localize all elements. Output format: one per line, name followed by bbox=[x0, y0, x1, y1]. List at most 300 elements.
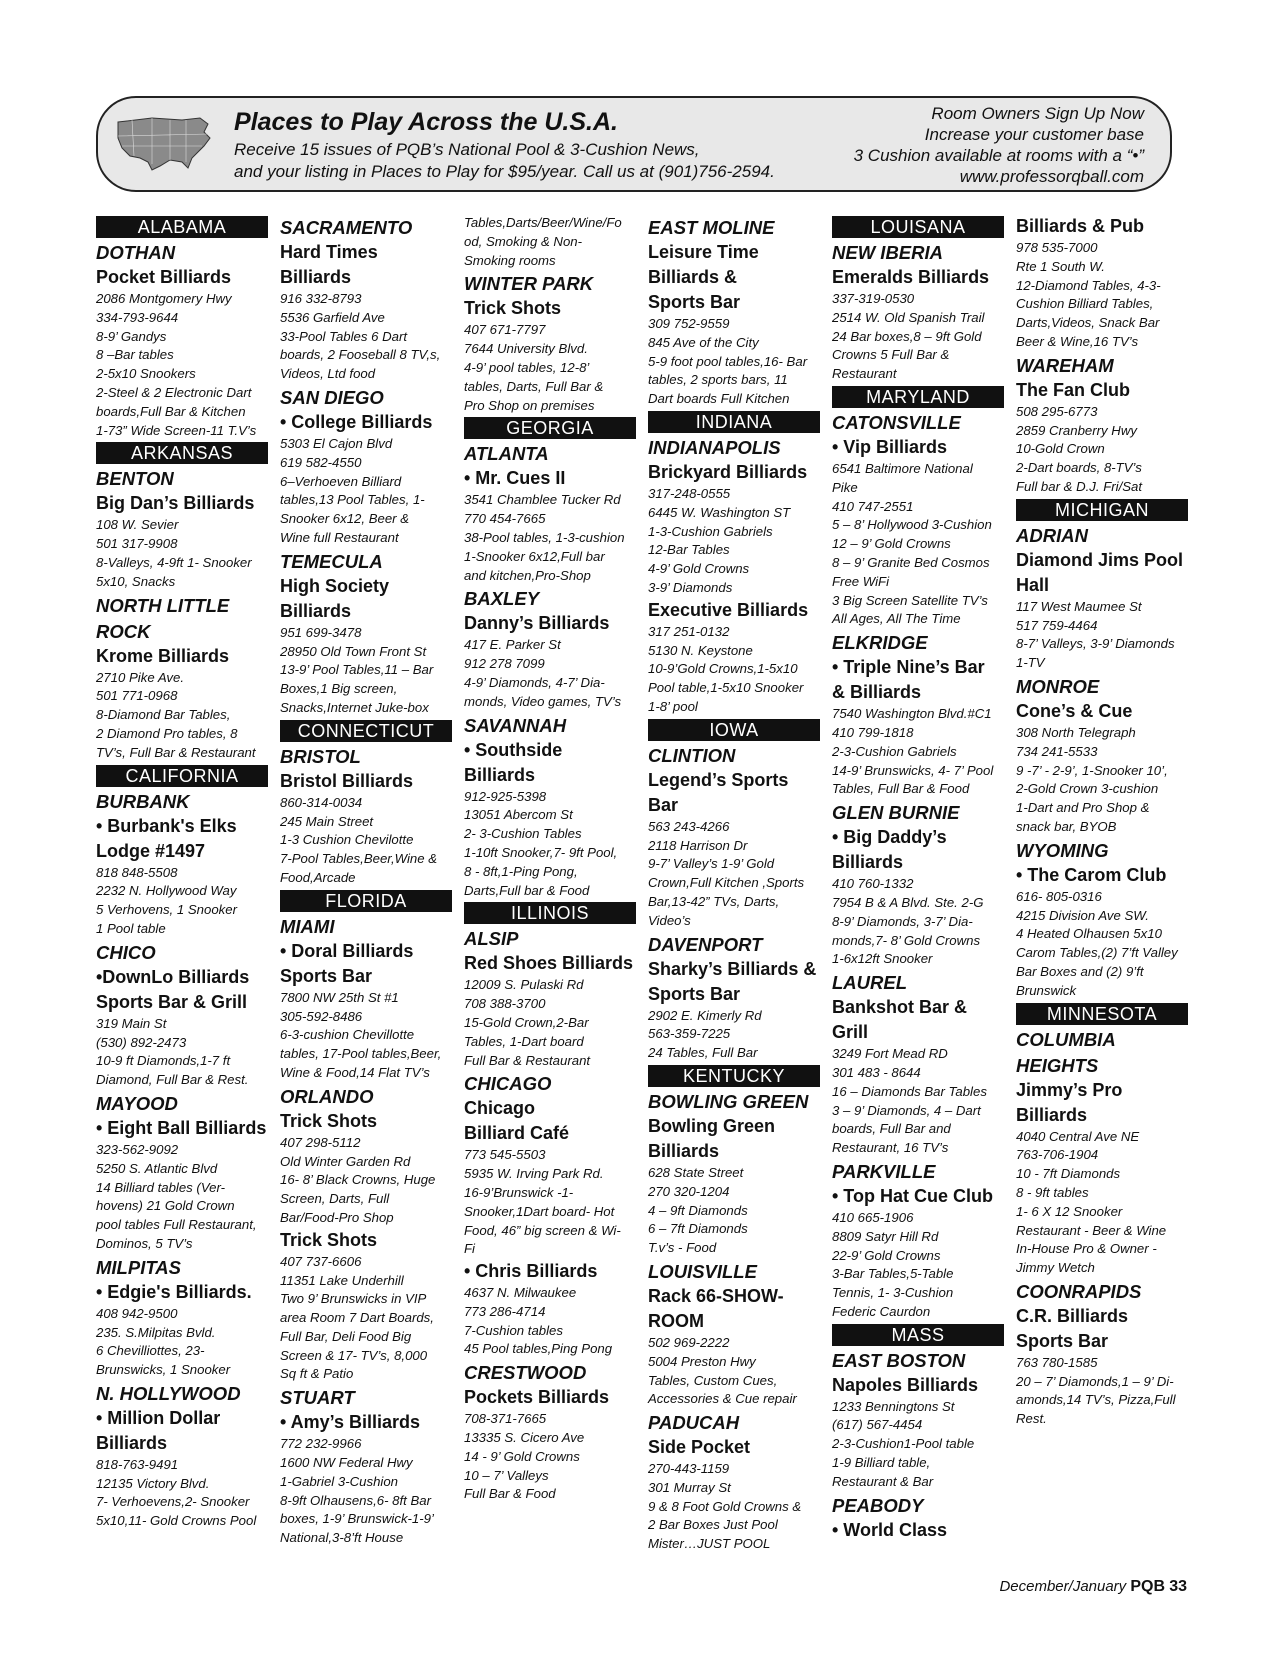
city-name: CHICO bbox=[96, 941, 156, 963]
venue-detail: 2902 E. Kimerly Rd bbox=[648, 1007, 762, 1023]
venue-detail: 5130 N. Keystone bbox=[648, 642, 753, 658]
city-name: CLINTION bbox=[648, 744, 736, 766]
venue-detail: Full bar & D.J. Fri/Sat bbox=[1016, 478, 1143, 494]
venue-detail: Video’s bbox=[648, 912, 691, 928]
venue-detail: 117 West Maumee St bbox=[1016, 598, 1142, 614]
venue-detail: 616- 805-0316 bbox=[1016, 888, 1102, 904]
venue-detail: Restaurant & Bar bbox=[832, 1473, 934, 1489]
venue-detail: 8809 Satyr Hill Rd bbox=[832, 1228, 939, 1244]
venue-name: • Top Hat Cue Club bbox=[832, 1185, 993, 1206]
venue-detail: monds,7- 8’ Gold Crowns bbox=[832, 932, 981, 948]
venue-detail: Pike bbox=[832, 479, 858, 495]
venue-detail: 301 483 - 8644 bbox=[832, 1064, 921, 1080]
venue-name: Billiard Café bbox=[464, 1123, 570, 1144]
venue-detail: 734 241-5533 bbox=[1016, 743, 1098, 759]
venue-detail: 1-Snooker 6x12,Full bar bbox=[464, 548, 605, 564]
city-name: SAN DIEGO bbox=[280, 386, 384, 408]
venue-detail: 235. S.Milpitas Bvld. bbox=[96, 1324, 216, 1340]
venue-detail: Wine full Restaurant bbox=[280, 529, 399, 545]
venue-name: Bankshot Bar & Grill bbox=[832, 997, 968, 1043]
city-name: ELKRIDGE bbox=[832, 632, 928, 654]
venue-detail: 410 665-1906 bbox=[832, 1209, 914, 1225]
venue-detail: 5 – 8’ Hollywood 3-Cushion bbox=[832, 517, 992, 533]
venue-name: Billiards bbox=[280, 267, 352, 287]
city-name: COONRAPIDS bbox=[1016, 1280, 1142, 1302]
venue-name: Sports Bar bbox=[648, 983, 741, 1004]
venue-detail: 1-Dart and Pro Shop & bbox=[1016, 800, 1150, 816]
venue-detail: 860-314-0034 bbox=[280, 794, 363, 810]
venue-detail: 5004 Preston Hwy bbox=[648, 1353, 756, 1369]
header-banner bbox=[96, 96, 1172, 192]
state-header: INDIANA bbox=[648, 411, 820, 433]
venue-name: Napoles Billiards bbox=[832, 1374, 979, 1395]
venue-detail: 6541 Baltimore National bbox=[832, 460, 973, 476]
venue-detail: 1-73” Wide Screen-11 T.V’s bbox=[96, 422, 257, 438]
venue-detail: 407 671-7797 bbox=[464, 322, 546, 338]
venue-detail: Restaurant, 16 TV’s bbox=[832, 1140, 949, 1156]
venue-detail: 5x10, Snacks bbox=[96, 573, 176, 589]
city-name: N. HOLLYWOOD bbox=[96, 1382, 241, 1404]
city-name: SAVANNAH bbox=[464, 714, 567, 736]
city-name: CATONSVILLE bbox=[832, 411, 961, 433]
venue-detail: 10 – 7’ Valleys bbox=[464, 1467, 549, 1483]
venue-name: Danny’s Billiards bbox=[464, 613, 610, 634]
header-room-owners: Room Owners Sign Up Now bbox=[931, 104, 1144, 123]
venue-detail: Pool table,1-5x10 Snooker bbox=[648, 680, 804, 696]
venue-detail: boards,Full Bar & Kitchen bbox=[96, 403, 246, 419]
city-name: BENTON bbox=[96, 468, 174, 490]
venue-name: • Big Daddy’s bbox=[832, 827, 947, 848]
venue-detail: 708-371-7665 bbox=[464, 1411, 547, 1427]
venue-name: Diamond Jims Pool bbox=[1016, 549, 1184, 570]
venue-detail: 4 Heated Olhausen 5x10 bbox=[1016, 926, 1162, 942]
venue-detail: Bar,13-42” TVs, Darts, bbox=[648, 893, 780, 909]
venue-name: Jimmy’s Pro bbox=[1016, 1079, 1123, 1100]
venue-detail: 319 Main St bbox=[96, 1015, 167, 1031]
venue-detail: 6 Chevilliottes, 23- bbox=[96, 1343, 205, 1359]
venue-name: Cone’s & Cue bbox=[1016, 700, 1133, 721]
venue-name: Emeralds Billiards bbox=[832, 267, 990, 287]
venue-detail: 2859 Cranberry Hwy bbox=[1016, 422, 1137, 438]
venue-name: Hall bbox=[1016, 574, 1050, 595]
venue-detail: In-House Pro & Owner - bbox=[1016, 1241, 1157, 1257]
city-name: LAUREL bbox=[832, 972, 908, 994]
venue-detail: 108 W. Sevier bbox=[96, 517, 179, 533]
venue-detail: 7644 University Blvd. bbox=[464, 341, 588, 357]
venue-detail: (530) 892-2473 bbox=[96, 1034, 187, 1050]
venue-detail: 1-Gabriel 3-Cushion bbox=[280, 1473, 399, 1489]
venue-name: • World Class bbox=[832, 1519, 947, 1540]
venue-detail: 563-359-7225 bbox=[648, 1026, 731, 1042]
venue-detail: 14 Billiard tables (Ver- bbox=[96, 1179, 226, 1195]
state-header: MARYLAND bbox=[832, 386, 1004, 408]
page-number: 33 bbox=[1169, 1578, 1187, 1595]
venue-detail: 11351 Lake Underhill bbox=[280, 1272, 404, 1288]
venue-detail: 978 535-7000 bbox=[1016, 240, 1098, 255]
venue-detail: 517 759-4464 bbox=[1016, 617, 1098, 633]
venue-name: • Million Dollar bbox=[96, 1407, 221, 1428]
venue-name: Billiards bbox=[832, 852, 904, 873]
venue-detail: 14 - 9’ Gold Crowns bbox=[464, 1448, 580, 1464]
venue-detail: Screen & 17- TV’s, 8,000 bbox=[280, 1347, 428, 1363]
city-name: BURBANK bbox=[96, 790, 190, 812]
venue-detail: 334-793-9644 bbox=[96, 309, 179, 325]
venue-name: Bristol Billiards bbox=[280, 770, 414, 791]
venue-detail: 12009 S. Pulaski Rd bbox=[464, 977, 584, 993]
venue-name: • Mr. Cues II bbox=[464, 468, 566, 489]
city-name: BOWLING GREEN bbox=[648, 1090, 809, 1112]
venue-name: Billiards bbox=[96, 1432, 168, 1453]
venue-detail: Snacks,Internet Juke-box bbox=[280, 699, 429, 715]
state-header: CALIFORNIA bbox=[96, 765, 268, 787]
venue-detail: 270-443-1159 bbox=[648, 1461, 730, 1477]
venue-detail: Bar/Food-Pro Shop bbox=[280, 1209, 394, 1225]
header-price-line: and your listing in Places to Play for $95/year. Call us at (901)756-2594. bbox=[234, 162, 775, 181]
city-name: DAVENPORT bbox=[648, 933, 763, 955]
venue-detail: pool tables Full Restaurant, bbox=[96, 1217, 257, 1233]
venue-detail: 410 747-2551 bbox=[832, 498, 914, 514]
city-name: MAYOOD bbox=[96, 1092, 178, 1114]
venue-name: Trick Shots bbox=[280, 1110, 378, 1131]
venue-detail: Dominos, 5 TV’s bbox=[96, 1235, 193, 1251]
venue-detail: 2086 Montgomery Hwy bbox=[96, 291, 232, 306]
venue-detail: 845 Ave of the City bbox=[648, 334, 759, 350]
venue-detail: 16- 8’ Black Crowns, Huge bbox=[280, 1172, 436, 1188]
venue-name: • Doral Billiards bbox=[280, 940, 414, 961]
venue-detail: 1-10ft Snooker,7- 9ft Pool, bbox=[464, 844, 618, 860]
venue-detail: National,3-8’ft House bbox=[280, 1530, 404, 1546]
state-header: GEORGIA bbox=[464, 417, 636, 439]
header-subscribe-line: Receive 15 issues of PQB’s National Pool & 3-Cushion News, bbox=[234, 140, 700, 159]
venue-detail: boards, Full Bar and bbox=[832, 1121, 951, 1137]
venue-name: Sports Bar bbox=[648, 292, 741, 312]
venue-detail: 951 699-3478 bbox=[280, 624, 362, 640]
venue-detail: 502 969-2222 bbox=[648, 1334, 730, 1350]
venue-detail: 20 – 7’ Diamonds,1 – 9’ Di- bbox=[1016, 1373, 1174, 1389]
venue-detail: 3-Bar Tables,5-Table bbox=[832, 1266, 954, 1282]
venue-detail: od, Smoking & Non- bbox=[464, 233, 583, 249]
venue-detail: 2 Bar Boxes Just Pool bbox=[648, 1517, 778, 1533]
venue-detail: 2-3-Cushion Gabriels bbox=[832, 743, 957, 759]
venue-detail: 417 E. Parker St bbox=[464, 637, 561, 653]
city-name: PADUCAH bbox=[648, 1412, 740, 1434]
venue-name: Sports Bar & Grill bbox=[96, 991, 248, 1012]
venue-name: Krome Billiards bbox=[96, 645, 230, 666]
venue-name: • Eight Ball Billiards bbox=[96, 1117, 267, 1138]
venue-detail: tables, 17-Pool tables,Beer, bbox=[280, 1046, 442, 1062]
venue-name: Billiards & Pub bbox=[1016, 216, 1145, 236]
venue-detail: 7-Pool Tables,Beer,Wine & bbox=[280, 851, 437, 867]
header-title: Places to Play Across the U.S.A. bbox=[234, 108, 618, 136]
venue-name: Pockets Billiards bbox=[464, 1387, 610, 1408]
city-name: BAXLEY bbox=[464, 588, 540, 610]
venue-detail: Snooker 6x12, Beer & bbox=[280, 511, 410, 527]
venue-detail: 772 232-9966 bbox=[280, 1436, 362, 1452]
venue-name: • Amy’s Billiards bbox=[280, 1412, 421, 1433]
venue-detail: Fi bbox=[464, 1241, 475, 1257]
state-header: ILLINOIS bbox=[464, 902, 636, 924]
venue-detail: 3-9’ Diamonds bbox=[648, 579, 733, 595]
city-name: TEMECULA bbox=[280, 550, 383, 572]
venue-name: ROOM bbox=[648, 1310, 704, 1331]
venue-name: Brickyard Billiards bbox=[648, 461, 808, 482]
venue-name: & Billiards bbox=[832, 682, 922, 703]
city-name: CHICAGO bbox=[464, 1073, 552, 1095]
venue-detail: Wine & Food,14 Flat TV’s bbox=[280, 1064, 430, 1080]
venue-detail: 8 - 8ft,1-Ping Pong, bbox=[464, 863, 578, 879]
venue-detail: 305-592-8486 bbox=[280, 1008, 363, 1024]
state-header: ARKANSAS bbox=[96, 442, 268, 464]
venue-name: Billiards bbox=[648, 1140, 720, 1161]
venue-detail: Federic Caurdon bbox=[832, 1303, 931, 1319]
venue-name: Legend’s Sports Bar bbox=[648, 769, 789, 815]
venue-name: Sports Bar bbox=[280, 965, 373, 986]
city-name: CRESTWOOD bbox=[464, 1362, 587, 1384]
venue-detail: 2-Steel & 2 Electronic Dart bbox=[96, 384, 252, 400]
venue-detail: Full Bar & Food bbox=[464, 1486, 556, 1502]
venue-detail: Diamond, Full Bar & Rest. bbox=[96, 1072, 249, 1088]
venue-detail: 8 - 9ft tables bbox=[1016, 1184, 1089, 1200]
header-website: www.professorqball.com bbox=[959, 167, 1144, 186]
city-name: MONROE bbox=[1016, 675, 1100, 697]
magazine-name: PQB bbox=[1130, 1578, 1166, 1595]
venue-detail: 12-Bar Tables bbox=[648, 542, 730, 558]
venue-detail: Smoking rooms bbox=[464, 252, 556, 268]
venue-detail: 628 State Street bbox=[648, 1164, 744, 1180]
venue-name: • College Billiards bbox=[280, 411, 433, 432]
venue-detail: 773 286-4714 bbox=[464, 1303, 546, 1319]
venue-detail: 317-248-0555 bbox=[648, 485, 731, 501]
venue-detail: Restaurant bbox=[832, 366, 897, 382]
venue-detail: 2118 Harrison Dr bbox=[648, 837, 748, 853]
page-footer bbox=[999, 1578, 1187, 1596]
venue-detail: 5935 W. Irving Park Rd. bbox=[464, 1166, 604, 1182]
venue-detail: 3 Big Screen Satellite TV’s bbox=[832, 592, 988, 608]
venue-detail: 8-9ft Olhausens,6- 8ft Bar bbox=[280, 1492, 431, 1508]
venue-detail: 13051 Abercom St bbox=[464, 807, 573, 823]
venue-detail: 15-Gold Crown,2-Bar bbox=[464, 1014, 589, 1030]
venue-detail: 10-Gold Crown bbox=[1016, 441, 1105, 457]
venue-detail: All Ages, All The Time bbox=[832, 611, 961, 627]
venue-detail: 2232 N. Hollywood Way bbox=[96, 883, 237, 899]
venue-detail: 5303 El Cajon Blvd bbox=[280, 435, 393, 451]
venue-detail: Two 9’ Brunswicks in VIP bbox=[280, 1291, 427, 1307]
listing-column-2 bbox=[280, 214, 452, 1548]
venue-detail: 45 Pool tables,Ping Pong bbox=[464, 1341, 613, 1357]
city-name: ADRIAN bbox=[1016, 524, 1088, 546]
venue-detail: tables, Darts, Full Bar & bbox=[464, 378, 604, 394]
venue-detail: Dart boards Full Kitchen bbox=[648, 391, 790, 407]
city-name: EAST BOSTON bbox=[832, 1349, 966, 1371]
venue-name: Lodge #1497 bbox=[96, 840, 206, 861]
venue-detail: 912 278 7099 bbox=[464, 656, 545, 672]
venue-detail: 245 Main Street bbox=[280, 813, 374, 829]
venue-detail: 407 737-6606 bbox=[280, 1253, 362, 1269]
venue-detail: 8-Diamond Bar Tables, bbox=[96, 707, 231, 723]
venue-detail: 2-5x10 Snookers bbox=[96, 366, 196, 382]
city-name: ATLANTA bbox=[464, 443, 549, 465]
venue-detail: TV’s, Full Bar & Restaurant bbox=[96, 744, 256, 760]
venue-detail: Boxes,1 Big screen, bbox=[280, 681, 398, 697]
state-header: MINNESOTA bbox=[1016, 1003, 1188, 1025]
venue-name: Sharky’s Billiards & bbox=[648, 958, 817, 979]
venue-detail: 2-Dart boards, 8-TV’s bbox=[1016, 460, 1142, 476]
venue-detail: Screen, Darts, Full bbox=[280, 1191, 390, 1207]
venue-detail: Carom Tables,(2) 7’ft Valley bbox=[1016, 945, 1178, 961]
venue-detail: hovens) 21 Gold Crown bbox=[96, 1198, 235, 1214]
venue-detail: Crown,Full Kitchen ,Sports bbox=[648, 875, 805, 891]
venue-detail: 6–Verhoeven Billiard bbox=[280, 473, 402, 489]
venue-detail: 7954 B & A Blvd. Ste. 2-G bbox=[832, 894, 984, 910]
venue-detail: 508 295-6773 bbox=[1016, 403, 1098, 419]
city-name: WYOMING bbox=[1016, 839, 1109, 861]
venue-name: Hard Times bbox=[280, 242, 378, 262]
venue-detail: Darts,Full bar & Food bbox=[464, 882, 590, 898]
venue-name: •DownLo Billiards bbox=[96, 966, 250, 987]
venue-detail: 6445 W. Washington ST bbox=[648, 504, 791, 520]
venue-detail: 317 251-0132 bbox=[648, 623, 730, 639]
venue-detail: 10-9’Gold Crowns,1-5x10 bbox=[648, 661, 798, 677]
venue-name: Big Dan’s Billiards bbox=[96, 493, 255, 514]
venue-detail: 818-763-9491 bbox=[96, 1456, 179, 1472]
venue-detail: 1-3 Cushion Chevilotte bbox=[280, 832, 414, 848]
venue-detail: Tables,Darts/Beer/Wine/Fo bbox=[464, 215, 622, 230]
venue-detail: 12-Diamond Tables, 4-3- bbox=[1016, 277, 1161, 293]
state-header: IOWA bbox=[648, 719, 820, 741]
venue-detail: Crowns 5 Full Bar & bbox=[832, 347, 950, 363]
venue-detail: 912-925-5398 bbox=[464, 788, 547, 804]
city-name: WINTER PARK bbox=[464, 273, 594, 295]
city-name: PARKVILLE bbox=[832, 1160, 936, 1182]
state-header: FLORIDA bbox=[280, 890, 452, 912]
venue-name: Red Shoes Billiards bbox=[464, 953, 634, 974]
venue-detail: 14-9’ Brunswicks, 4- 7’ Pool bbox=[832, 762, 994, 778]
venue-detail: 8-9’ Diamonds, 3-7’ Dia- bbox=[832, 913, 973, 929]
city-name: MIAMI bbox=[280, 915, 335, 937]
city-name: EAST MOLINE bbox=[648, 217, 775, 238]
listing-column-5 bbox=[832, 214, 1004, 1543]
venue-detail: 501 771-0968 bbox=[96, 688, 178, 704]
venue-detail: 8-9’ Gandys bbox=[96, 328, 167, 344]
venue-detail: 563 243-4266 bbox=[648, 818, 730, 834]
venue-detail: 1600 NW Federal Hwy bbox=[280, 1455, 413, 1471]
venue-detail: tables, 2 sports bars, 11 bbox=[648, 372, 788, 388]
listing-column-3 bbox=[464, 214, 636, 1504]
venue-detail: 2710 Pike Ave. bbox=[96, 669, 184, 685]
venue-detail: 309 752-9559 bbox=[648, 316, 730, 331]
city-name: NORTH LITTLE bbox=[96, 594, 230, 616]
venue-detail: Cushion Billiard Tables, bbox=[1016, 296, 1154, 312]
venue-detail: 1233 Benningtons St bbox=[832, 1398, 955, 1414]
city-name: ALSIP bbox=[464, 928, 519, 950]
venue-detail: Restaurant - Beer & Wine bbox=[1016, 1222, 1167, 1238]
city-name: DOTHAN bbox=[96, 242, 176, 263]
venue-detail: 8-Valleys, 4-9ft 1- Snooker bbox=[96, 554, 252, 570]
venue-detail: 501 317-9908 bbox=[96, 536, 178, 552]
city-name: ORLANDO bbox=[280, 1085, 374, 1107]
venue-detail: 4-9’ pool tables, 12-8’ bbox=[464, 359, 590, 375]
venue-detail: 24 Bar boxes,8 – 9ft Gold bbox=[832, 328, 982, 344]
venue-detail: Full Bar & Restaurant bbox=[464, 1052, 591, 1068]
venue-detail: 410 760-1332 bbox=[832, 876, 914, 892]
venue-detail: 763 780-1585 bbox=[1016, 1354, 1098, 1370]
venue-detail: 1-8’ pool bbox=[648, 698, 698, 714]
venue-detail: 5x10,11- Gold Crowns Pool bbox=[96, 1513, 257, 1529]
venue-detail: area Room 7 Dart Boards, bbox=[280, 1310, 434, 1326]
venue-detail: 916 332-8793 bbox=[280, 291, 362, 306]
venue-detail: 4 – 9ft Diamonds bbox=[648, 1202, 748, 1218]
venue-name: • Southside Billiards bbox=[464, 739, 563, 785]
venue-detail: 9-7’ Valley’s 1-9’ Gold bbox=[648, 856, 775, 872]
city-name: COLUMBIA bbox=[1016, 1028, 1116, 1050]
venue-name: Billiards bbox=[1016, 1104, 1088, 1125]
venue-name: Trick Shots bbox=[464, 298, 562, 319]
city-name: MILPITAS bbox=[96, 1256, 181, 1278]
city-name: WAREHAM bbox=[1016, 354, 1114, 376]
city-name: BRISTOL bbox=[280, 745, 361, 767]
venue-detail: 2- 3-Cushion Tables bbox=[464, 826, 582, 842]
state-header: MASS bbox=[832, 1324, 1004, 1346]
venue-name: • Chris Billiards bbox=[464, 1261, 598, 1282]
venue-detail: Pro Shop on premises bbox=[464, 397, 595, 413]
venue-detail: Jimmy Wetch bbox=[1016, 1260, 1095, 1276]
city-name: GLEN BURNIE bbox=[832, 802, 960, 824]
venue-detail: 3 – 9’ Diamonds, 4 – Dart bbox=[832, 1102, 981, 1118]
venue-detail: Tennis, 1- 3-Cushion bbox=[832, 1285, 954, 1301]
venue-detail: boxes, 1-9’ Brunswick-1-9’ bbox=[280, 1511, 434, 1527]
venue-detail: 1-3-Cushion Gabriels bbox=[648, 523, 773, 539]
venue-detail: Brunswick bbox=[1016, 982, 1077, 998]
venue-detail: Tables, 1-Dart board bbox=[464, 1033, 584, 1049]
venue-detail: Brunswicks, 1 Snooker bbox=[96, 1362, 231, 1378]
venue-detail: Rest. bbox=[1016, 1411, 1047, 1427]
venue-detail: 28950 Old Town Front St bbox=[280, 643, 427, 659]
venue-detail: 8 –Bar tables bbox=[96, 347, 174, 363]
venue-detail: 12135 Victory Blvd. bbox=[96, 1475, 210, 1491]
venue-detail: 12 – 9’ Gold Crowns bbox=[832, 536, 951, 552]
venue-detail: 8 – 9’ Granite Bed Cosmos bbox=[832, 554, 990, 570]
venue-name: Chicago bbox=[464, 1098, 536, 1119]
venue-detail: 7800 NW 25th St #1 bbox=[280, 989, 399, 1005]
venue-detail: Tables, Custom Cues, bbox=[648, 1372, 778, 1388]
city-name: HEIGHTS bbox=[1016, 1054, 1099, 1076]
venue-detail: 323-562-9092 bbox=[96, 1141, 179, 1157]
listing-column-4 bbox=[648, 214, 820, 1554]
venue-detail: Videos, Ltd food bbox=[280, 366, 376, 382]
venue-detail: 770 454-7665 bbox=[464, 511, 546, 527]
venue-name: Rack 66-SHOW- bbox=[648, 1285, 784, 1306]
city-name: PEABODY bbox=[832, 1494, 924, 1516]
venue-detail: 2-3-Cushion1-Pool table bbox=[832, 1436, 975, 1452]
venue-detail: 410 799-1818 bbox=[832, 724, 914, 740]
venue-detail: 1- 6 X 12 Snooker bbox=[1016, 1203, 1123, 1219]
venue-detail: Tables, Full Bar & Food bbox=[832, 781, 970, 797]
venue-detail: Food,Arcade bbox=[280, 869, 356, 885]
city-name: LOUISVILLE bbox=[648, 1260, 757, 1282]
venue-detail: 4-9’ Gold Crowns bbox=[648, 561, 750, 577]
venue-detail: (617) 567-4454 bbox=[832, 1417, 923, 1433]
venue-name: • Vip Billiards bbox=[832, 436, 948, 457]
venue-detail: Mister…JUST POOL bbox=[648, 1536, 771, 1552]
venue-detail: snack bar, BYOB bbox=[1016, 818, 1117, 834]
venue-detail: Beer & Wine,16 TV’s bbox=[1016, 333, 1139, 349]
listing-column-6 bbox=[1016, 214, 1188, 1429]
header-customer-base: Increase your customer base bbox=[924, 125, 1144, 144]
venue-detail: 9 & 8 Foot Gold Crowns & bbox=[648, 1498, 802, 1514]
venue-detail: 38-Pool tables, 1-3-cushion bbox=[464, 529, 625, 545]
venue-detail: 5-9 foot pool tables,16- Bar bbox=[648, 353, 808, 369]
venue-detail: 9 -7’ - 2-9’, 1-Snooker 10’, bbox=[1016, 762, 1168, 778]
